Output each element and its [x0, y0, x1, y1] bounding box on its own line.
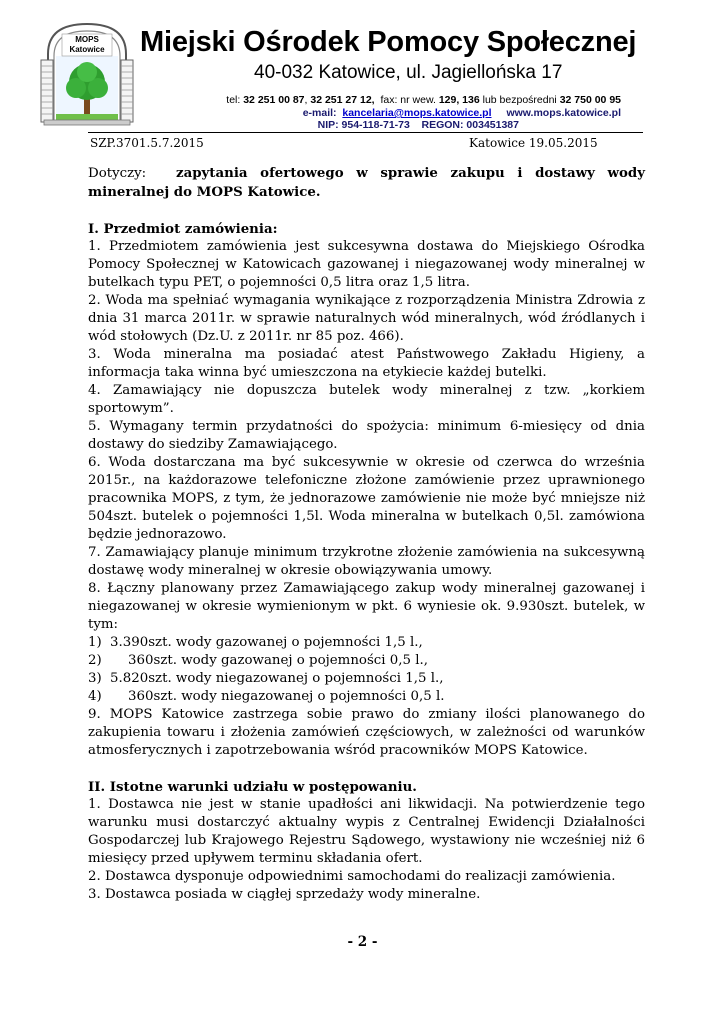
section-1-paragraph: 2. Woda ma spełniać wymagania wynikające z rozporządzenia Ministra Zdrowia z dnia 31 marca 2011r. w sprawie naturalnych wód mineralnych, wód źródlanych i wód stołowych (Dz.U. z 2011r. nr 85 poz. 466).	[88, 293, 645, 344]
tel-number-1: 32 251 00 87	[243, 94, 305, 106]
list-item-number: 4)	[88, 689, 102, 704]
fax-label: fax: nr wew.	[380, 94, 436, 106]
document-body	[88, 164, 645, 904]
email-link[interactable]: kancelaria@mops.katowice.pl	[342, 107, 492, 119]
header-divider	[88, 132, 643, 133]
page-number: - 2 -	[347, 934, 378, 950]
section-1-paragraph: 7. Zamawiający planuje minimum trzykrotne złożenie zamówienia na sukcesywną dostawę wody mineralnej w okresie obowiązywania umowy.	[88, 545, 645, 578]
document-reference: SZP.3701.5.7.2015	[90, 136, 204, 150]
section-1-paragraph: 3. Woda mineralna ma posiadać atest Państwowego Zakładu Higieny, a informacja taka winna być umieszczona na etykiecie każdej butelki.	[88, 347, 645, 380]
fax-ext: 129, 136	[438, 94, 480, 106]
website-link[interactable]: www.mops.katowice.pl	[506, 107, 621, 119]
contact-phone-line: tel: 32 251 00 87, 32 251 27 12, fax: nr wew. 129, 136 lub bezpośredni 32 750 00 95	[226, 94, 621, 106]
organization-address: 40-032 Katowice, ul. Jagiellońska 17	[254, 62, 563, 83]
nip-number: NIP: 954-118-71-73	[317, 119, 410, 131]
logo-text-city: Katowice	[69, 45, 105, 54]
fax-direct-label: lub bezpośredni	[482, 94, 557, 106]
list-item-number: 1)	[88, 635, 102, 650]
section-1-heading: I. Przedmiot zamówienia:	[88, 221, 278, 237]
section-1-paragraph: 5. Wymagany termin przydatności do spożycia: minimum 6-miesięcy od dnia dostawy do siedziby Zamawiającego.	[88, 419, 645, 452]
subject-label: Dotyczy:	[88, 166, 147, 181]
tel-number-2: 32 251 27 12,	[310, 94, 375, 106]
contact-ids-line	[318, 119, 519, 131]
regon-number: REGON: 003451387	[421, 119, 519, 131]
subject	[88, 164, 645, 202]
section-2-paragraph: 3. Dostawca posiada w ciągłej sprzedaży wody mineralne.	[88, 887, 481, 902]
section-2-paragraph: 1. Dostawca nie jest w stanie upadłości ani likwidacji. Na potwierdzenie tego warunku musi dostarczyć aktualny wypis z Centralnej Ewidencji Działalności Gospodarczej lub Krajowego Rejestru Sądowego, wystawiony nie wcześniej niż 6 miesięcy przed upływem terminu składania ofert.	[88, 797, 645, 866]
list-item-text: 3.390szt. wody gazowanej o pojemności 1,5 l.,	[110, 635, 423, 650]
section-2-heading: II. Istotne warunki udziału w postępowaniu.	[88, 779, 417, 795]
tel-label: tel:	[226, 94, 241, 106]
section-1-paragraph: 4. Zamawiający nie dopuszcza butelek wody mineralnej z tzw. „korkiem sportowym”.	[88, 383, 645, 416]
list-item-number: 3)	[88, 671, 102, 686]
subject-text: zapytania ofertowego w sprawie zakupu i dostawy wody mineralnej do MOPS Katowice.	[88, 165, 645, 200]
organization-name: Miejski Ośrodek Pomocy Społecznej	[140, 26, 637, 58]
section-1-paragraph: 8. Łączny planowany przez Zamawiającego zakup wody mineralnej gazowanej i niegazowanej w okresie wymienionym w pkt. 6 wyniesie ok. 9.930szt. butelek, w tym:	[88, 581, 645, 632]
list-item	[88, 634, 645, 652]
list-item	[88, 688, 645, 706]
section-1-paragraph: 1. Przedmiotem zamówienia jest sukcesywna dostawa do Miejskiego Ośrodka Pomocy Społecznej w Katowicach gazowanej i niegazowanej wody mineralnej w butelkach typu PET, o pojemności 0,5 litra oraz 1,5 litra.	[88, 239, 645, 290]
list-item-text: 360szt. wody gazowanej o pojemności 0,5 l.,	[128, 653, 428, 668]
list-item-text: 5.820szt. wody niegazowanej o pojemności 1,5 l.,	[110, 671, 444, 686]
list-item	[88, 670, 645, 688]
list-item-number: 2)	[88, 653, 102, 668]
section-1-paragraph: 6. Woda dostarczana ma być sukcesywnie w okresie od czerwca do września 2015r., na każdorazowe telefoniczne złożone zamówienie przez uprawnionego pracownika MOPS, z tym, że jednorazowe zamówienie nie może być mniejsze niż 504szt. butelek o pojemności 1,5l. Woda mineralna w butelkach 0,5l. zamówiona będzie jednorazowo.	[88, 455, 645, 542]
email-label: e-mail:	[302, 107, 337, 119]
document-date: Katowice 19.05.2015	[469, 136, 598, 150]
list-item	[88, 652, 645, 670]
section-2-paragraph: 2. Dostawca dysponuje odpowiednimi samochodami do realizacji zamówienia.	[88, 869, 616, 884]
mops-logo	[40, 20, 134, 126]
section-1-paragraph: 9. MOPS Katowice zastrzega sobie prawo do zmiany ilości planowanego do zakupienia towaru i złożenia zamówień częściowych, w zależności od warunków atmosferycznych i zapotrzebowania wśród pracowników MOPS Katowice.	[88, 707, 645, 758]
list-item-text: 360szt. wody niegazowanej o pojemności 0,5 l.	[128, 689, 445, 704]
logo-text-mops: MOPS	[75, 35, 99, 44]
contact-email-line	[303, 107, 621, 119]
fax-direct: 32 750 00 95	[559, 94, 621, 106]
